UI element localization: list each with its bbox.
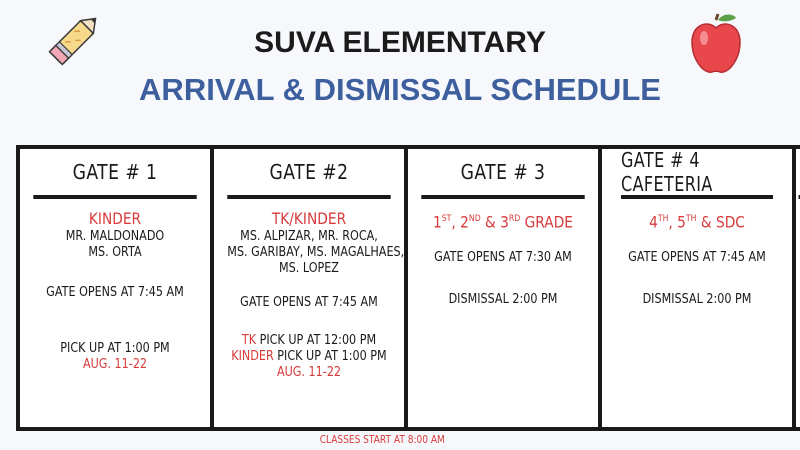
classes-start-note: CLASSES START AT 8:00 AM (319, 433, 446, 446)
gate-4-dismissal: DISMISSAL 2:00 PM (642, 292, 752, 308)
apple-icon (688, 12, 744, 76)
gate-1-header: GATE # 1 (33, 149, 196, 199)
gate-4-column (598, 145, 796, 431)
gate-2-tk-pickup: TK PICK UP AT 12:00 PM (241, 333, 377, 348)
school-title: SUVA ELEMENTARY (254, 26, 546, 59)
gate-2-header: GATE #2 (227, 149, 390, 199)
gate-4-header: GATE # 4 CAFETERIA (621, 149, 773, 199)
gate-1-pickup: PICK UP AT 1:00 PM (60, 341, 170, 356)
gate-2-open-time: GATE OPENS AT 7:45 AM (240, 295, 378, 310)
gate-5-column-partial (792, 145, 800, 431)
gate-3-grades: 1ST, 2ND & 3RD GRADE (433, 212, 573, 232)
gate-4-open-time: GATE OPENS AT 7:45 AM (628, 250, 766, 266)
gate-3-header: GATE # 3 (421, 149, 584, 199)
gate-schedule-table (16, 145, 800, 435)
gate-1-group: KINDER (88, 209, 142, 228)
gate-3-open-time: GATE OPENS AT 7:30 AM (434, 250, 572, 266)
gate-1-dates: AUG. 11-22 (82, 357, 148, 372)
gate-3-dismissal: DISMISSAL 2:00 PM (448, 292, 558, 308)
gate-2-group: TK/KINDER (271, 209, 347, 228)
gate-2-kinder-pickup: KINDER PICK UP AT 1:00 PM (231, 349, 387, 364)
gate-2-teachers: MS. LOPEZ (279, 261, 339, 276)
gate-1-open-time: GATE OPENS AT 7:45 AM (46, 285, 184, 300)
gate-1-teachers: MR. MALDONADO (65, 229, 165, 244)
gate-2-teachers: MS. GARIBAY, MS. MAGALHAES, (227, 245, 405, 260)
gate-2-dates: AUG. 11-22 (276, 365, 342, 380)
gate-4-grades: 4TH, 5TH & SDC (649, 212, 745, 232)
schedule-subtitle: ARRIVAL & DISMISSAL SCHEDULE (139, 72, 661, 107)
gate-1-column (16, 145, 214, 431)
gate-3-column (404, 145, 602, 431)
gate-1-teachers: MS. ORTA (88, 245, 142, 260)
gate-2-column (210, 145, 408, 431)
gate-2-teachers: MS. ALPIZAR, MR. ROCA, (240, 229, 378, 244)
